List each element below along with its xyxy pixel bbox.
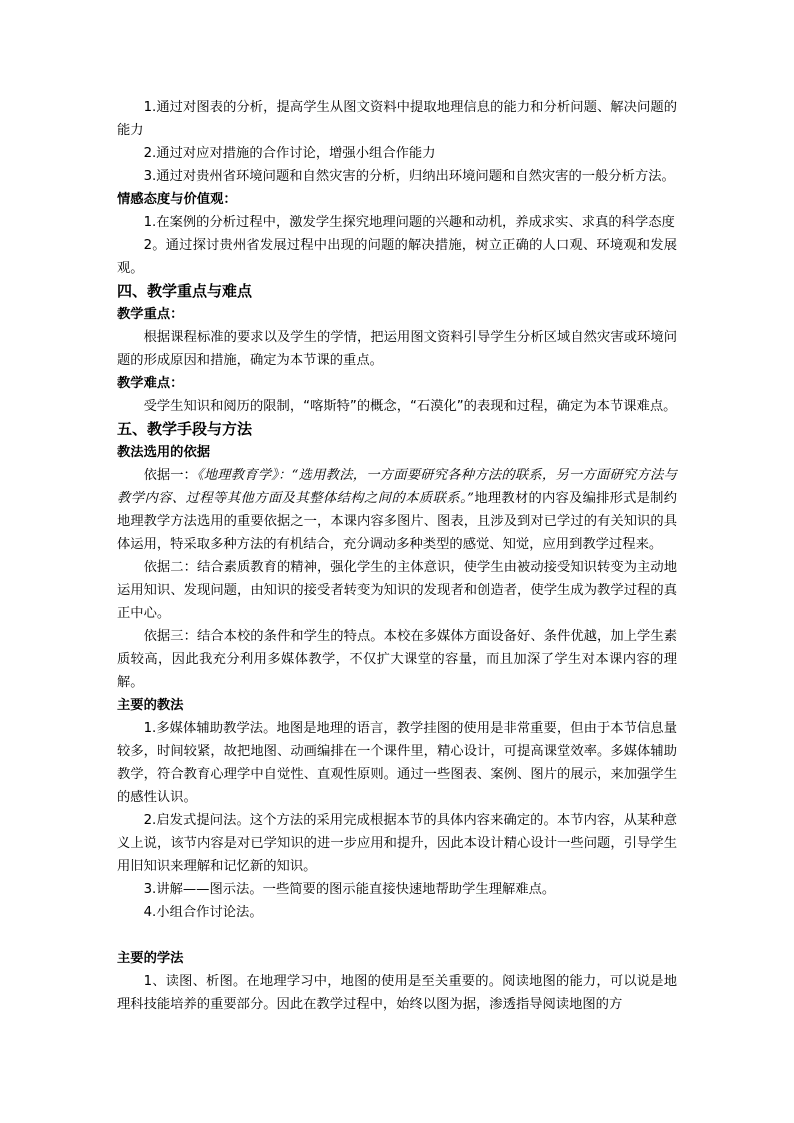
- paragraph-basis-one: [117, 464, 677, 556]
- paragraph: 依据二：结合素质教育的精神，强化学生的主体意识，使学生由被动接受知识转变为主动地运用知识、发现问题，由知识的接受者转变为知识的发现者和创造者，使学生成为教学过程的真正中心。: [117, 560, 677, 621]
- paragraph: 1.在案例的分析过程中，激发学生探究地理问题的兴趣和动机，养成求实、求真的科学态度: [143, 215, 675, 230]
- subheading-method-basis: 教法选用的依据: [117, 445, 211, 460]
- subheading-teaching-focus: 教学重点：: [117, 307, 184, 322]
- paragraph: 根据课程标准的要求以及学生的学情，把运用图文资料引导学生分析区域自然灾害或环境问题的形成原因和措施，确定为本节课的重点。: [117, 330, 677, 368]
- paragraph: 1.通过对图表的分析，提高学生从图文资料中提取地理信息的能力和分析问题、解决问题的能力: [117, 100, 677, 138]
- basis-lead: 依据一：: [143, 468, 197, 483]
- paragraph: 依据三：结合本校的条件和学生的特点。本校在多媒体方面设备好、条件优越，加上学生素质较高，因此我充分利用多媒体教学，不仅扩大课堂的容量，而且加深了学生对本课内容的理解。: [117, 629, 677, 690]
- subheading-main-learning-methods: 主要的学法: [117, 951, 184, 966]
- subheading-attitude-values: 情感态度与价值观：: [117, 192, 237, 207]
- subheading-teaching-difficulty: 教学难点：: [117, 376, 184, 391]
- textbook-quote: 《地理教育学》：“选用教法，一方面要研究各种方法的联系，另一方面研究方法与教学内容、过程等其他方面及其整体结构之间的本质联系。”: [117, 468, 677, 506]
- paragraph: 4.小组合作讨论法。: [143, 905, 263, 920]
- paragraph: 1.多媒体辅助教学法。地图是地理的语言，教学挂图的使用是非常重要，但由于本节信息量较多，时间较紧，故把地图、动画编排在一个课件里，精心设计，可提高课堂效率。多媒体辅助教学，符合教育心理学中自觉性、直观性原则。通过一些图表、案例、图片的展示，来加强学生的感性认识。: [117, 721, 677, 805]
- paragraph: 1、读图、析图。在地理学习中，地图的使用是至关重要的。阅读地图的能力，可以说是地理科技能培养的重要部分。因此在教学过程中，始终以图为据，渗透指导阅读地图的方: [117, 974, 677, 1012]
- paragraph: 2.通过对应对措施的合作讨论，增强小组合作能力: [143, 146, 436, 161]
- blank-line: [117, 924, 677, 947]
- basis-text: 地理教材的内容及编排形式是制约地理教学方法选用的重要依据之一，本课内容多图片、图表，且涉及到对已学过的有关知识的具体运用，特采取多种方法的有机结合，充分调动多种类型的感觉、知觉，应用到教学过程来。: [117, 491, 678, 552]
- document-page: [117, 96, 677, 1016]
- section-heading-methods: 五、教学手段与方法: [117, 420, 253, 438]
- paragraph: 2。通过探讨贵州省发展过程中出现的问题的解决措施，树立正确的人口观、环境观和发展观。: [117, 238, 677, 276]
- subheading-main-teaching-methods: 主要的教法: [117, 698, 184, 713]
- section-heading-focus-difficulty: 四、教学重点与难点: [117, 282, 253, 300]
- paragraph: 2.启发式提问法。这个方法的采用完成根据本节的具体内容来确定的。本节内容，从某种意义上说，该节内容是对已学知识的进一步应用和提升，因此本设计精心设计一些问题，引导学生用旧知识来理解和记忆新的知识。: [117, 813, 677, 874]
- paragraph: 3.讲解——图示法。一些简要的图示能直接快速地帮助学生理解难点。: [143, 882, 556, 897]
- paragraph: 3.通过对贵州省环境问题和自然灾害的分析，归纳出环境问题和自然灾害的一般分析方法。: [143, 169, 675, 184]
- paragraph: 受学生知识和阅历的限制，“喀斯特”的概念，“石漠化”的表现和过程，确定为本节课难点。: [143, 399, 677, 414]
